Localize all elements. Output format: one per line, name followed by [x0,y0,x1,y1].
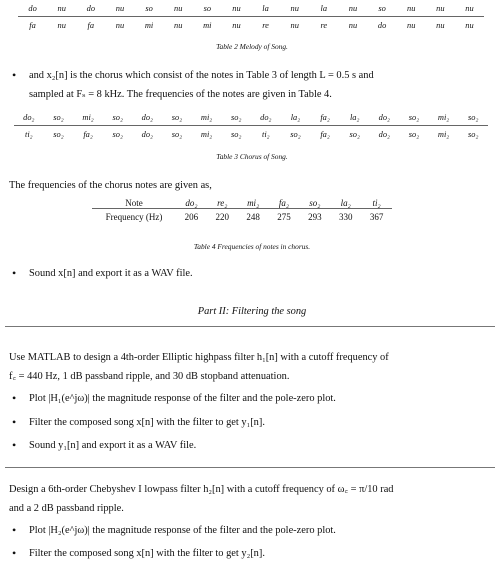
table4-note: mi₂ [247,198,260,208]
table4-value: 330 [338,212,353,222]
table3-note: so₂ [231,113,242,122]
table3-note: do₂ [260,113,272,122]
table4-value: 206 [184,212,199,222]
table2-note: nu [174,21,183,30]
table3-row1 [14,113,488,122]
table2-note: nu [57,21,66,30]
table3-caption: Table 3 Chorus of Song. [216,152,288,161]
hp-bullet-2: • Filter the composed song x[n] with the filter to get y₁[n]. [9,413,495,432]
table4-header-label: Note [125,198,143,208]
table3-note: so₂ [112,130,123,139]
table3-note: so₂ [408,130,420,139]
table2-note: so [203,4,212,13]
table4-note: ti₂ [372,198,381,208]
table2-note: nu [348,21,358,30]
chorus-line1: • and x₂[n] is the chorus which consist of the notes in Table 3 of length L = 0.5 s and [29,70,374,81]
table2-note: nu [407,21,416,30]
table2 [18,4,484,30]
table2-note: so [378,4,386,13]
table4-row-label: Frequency (Hz) [105,212,163,222]
table3 [14,113,488,139]
table4-values [176,209,392,223]
table4-value: 275 [277,212,291,222]
hp-bullet-3: • Sound y₁[n] and export it as a WAV file. [9,436,495,455]
table4-note: fa₂ [278,198,290,208]
table2-note: nu [465,21,474,30]
table2-note: re [320,21,328,30]
highpass-description [9,348,495,386]
table3-note: mi₂ [437,113,450,122]
lowpass-line2: and a 2 dB passband ripple. [9,503,124,514]
table3-note: so₂ [171,130,183,139]
frequency-intro: The frequencies of the chorus notes are given as, [9,180,212,191]
table4-notes [176,198,392,209]
table3-note: so₂ [53,130,64,139]
table3-rule [14,125,488,126]
table3-note: do₂ [141,113,153,122]
table3-note: so₂ [468,113,479,122]
table2-note: so [145,4,153,13]
table2-note: nu [115,4,125,13]
table3-note: ti₂ [25,130,33,139]
table2-note: nu [436,21,445,30]
table4-value: 367 [369,212,384,222]
highpass-line1: Use MATLAB to design a 4th-order Elliptic highpass filter h₁[n] with a cutoff frequency of [9,352,389,363]
chorus-description [9,66,495,104]
table2-note: nu [290,4,299,13]
table2-note: la [320,4,328,13]
table3-note: mi₂ [200,113,213,122]
table2-note: nu [465,4,474,13]
table4-value: 220 [215,212,230,222]
table2-note: fa [87,21,95,30]
table4-value: 293 [308,212,322,222]
table3-note: so₂ [112,113,123,122]
highpass-line2: f꜀ = 440 Hz, 1 dB passband ripple, and 30 dB stopband attenuation. [9,371,290,382]
table2-note: nu [290,21,299,30]
table3-note: mi₂ [437,130,450,139]
lowpass-description [9,480,495,518]
lp-bullet-1: • Plot |H₂(e^jω)| the magnitude response of the filter and the pole-zero plot. [9,521,495,540]
table3-note: fa₂ [320,113,330,122]
table3-note: so₂ [171,113,183,122]
table3-note: ti₂ [262,130,270,139]
table3-note: la₂ [290,113,301,122]
part2-title: Part II: Filtering the song [197,306,307,317]
table2-note: do [377,21,387,30]
table2-note: nu [232,4,241,13]
table3-note: do₂ [23,113,35,122]
table4-caption: Table 4 Frequencies of notes in chorus. [193,242,311,251]
section-divider-2 [5,467,495,468]
table3-note: mi₂ [82,113,94,122]
table2-rule [18,16,484,17]
table4-note: do₂ [185,198,198,208]
lowpass-line1: Design a 6th-order Chebyshev I lowpass filter h₂[n] with a cutoff frequency of ω꜀ = π/10 rad [9,484,394,495]
table3-note: do₂ [141,130,153,139]
table2-row1 [18,4,484,13]
table3-note: so₂ [408,113,420,122]
table3-note: so₂ [349,130,360,139]
table3-note: mi₂ [200,130,213,139]
table3-note: la₂ [349,113,360,122]
table4-note: re₂ [217,198,228,208]
table2-note: mi [144,21,154,30]
lp-bullet-2: • Filter the composed song x[n] with the filter to get y₂[n]. [9,544,495,563]
table2-note: mi [203,21,212,30]
table3-note: so₂ [468,130,479,139]
table3-note: so₂ [290,130,301,139]
table2-note: fa [29,21,36,30]
chorus-line2: sampled at Fₛ = 8 kHz. The frequencies of the notes are given in Table 4. [29,89,332,100]
table3-row2 [14,130,488,139]
table3-note: do₂ [378,130,390,139]
table2-note: nu [407,4,416,13]
table4-note: so₂ [309,198,321,208]
table4-value: 248 [246,212,260,222]
section-divider [5,326,495,327]
table2-note: do [28,4,37,13]
table2-note: nu [348,4,358,13]
table3-note: so₂ [53,113,64,122]
table2-note: la [262,4,269,13]
table2-caption: Table 2 Melody of Song. [216,42,288,51]
table2-note: nu [174,4,183,13]
bullet-sound-x: • Sound x[n] and export it as a WAV file. [9,264,495,283]
table2-note: nu [232,21,241,30]
table4-note: la₂ [340,198,351,208]
table2-row2 [18,21,484,30]
table2-note: re [262,21,269,30]
table2-note: nu [57,4,66,13]
table2-note: do [86,4,95,13]
table3-note: fa₂ [83,130,93,139]
table2-note: nu [115,21,125,30]
table2-note: nu [436,4,445,13]
table4 [92,198,392,222]
table3-note: fa₂ [320,130,330,139]
table3-note: do₂ [378,113,390,122]
table3-note: so₂ [231,130,242,139]
hp-bullet-1: • Plot |H₁(e^jω)| the magnitude response of the filter and the pole-zero plot. [9,389,495,408]
